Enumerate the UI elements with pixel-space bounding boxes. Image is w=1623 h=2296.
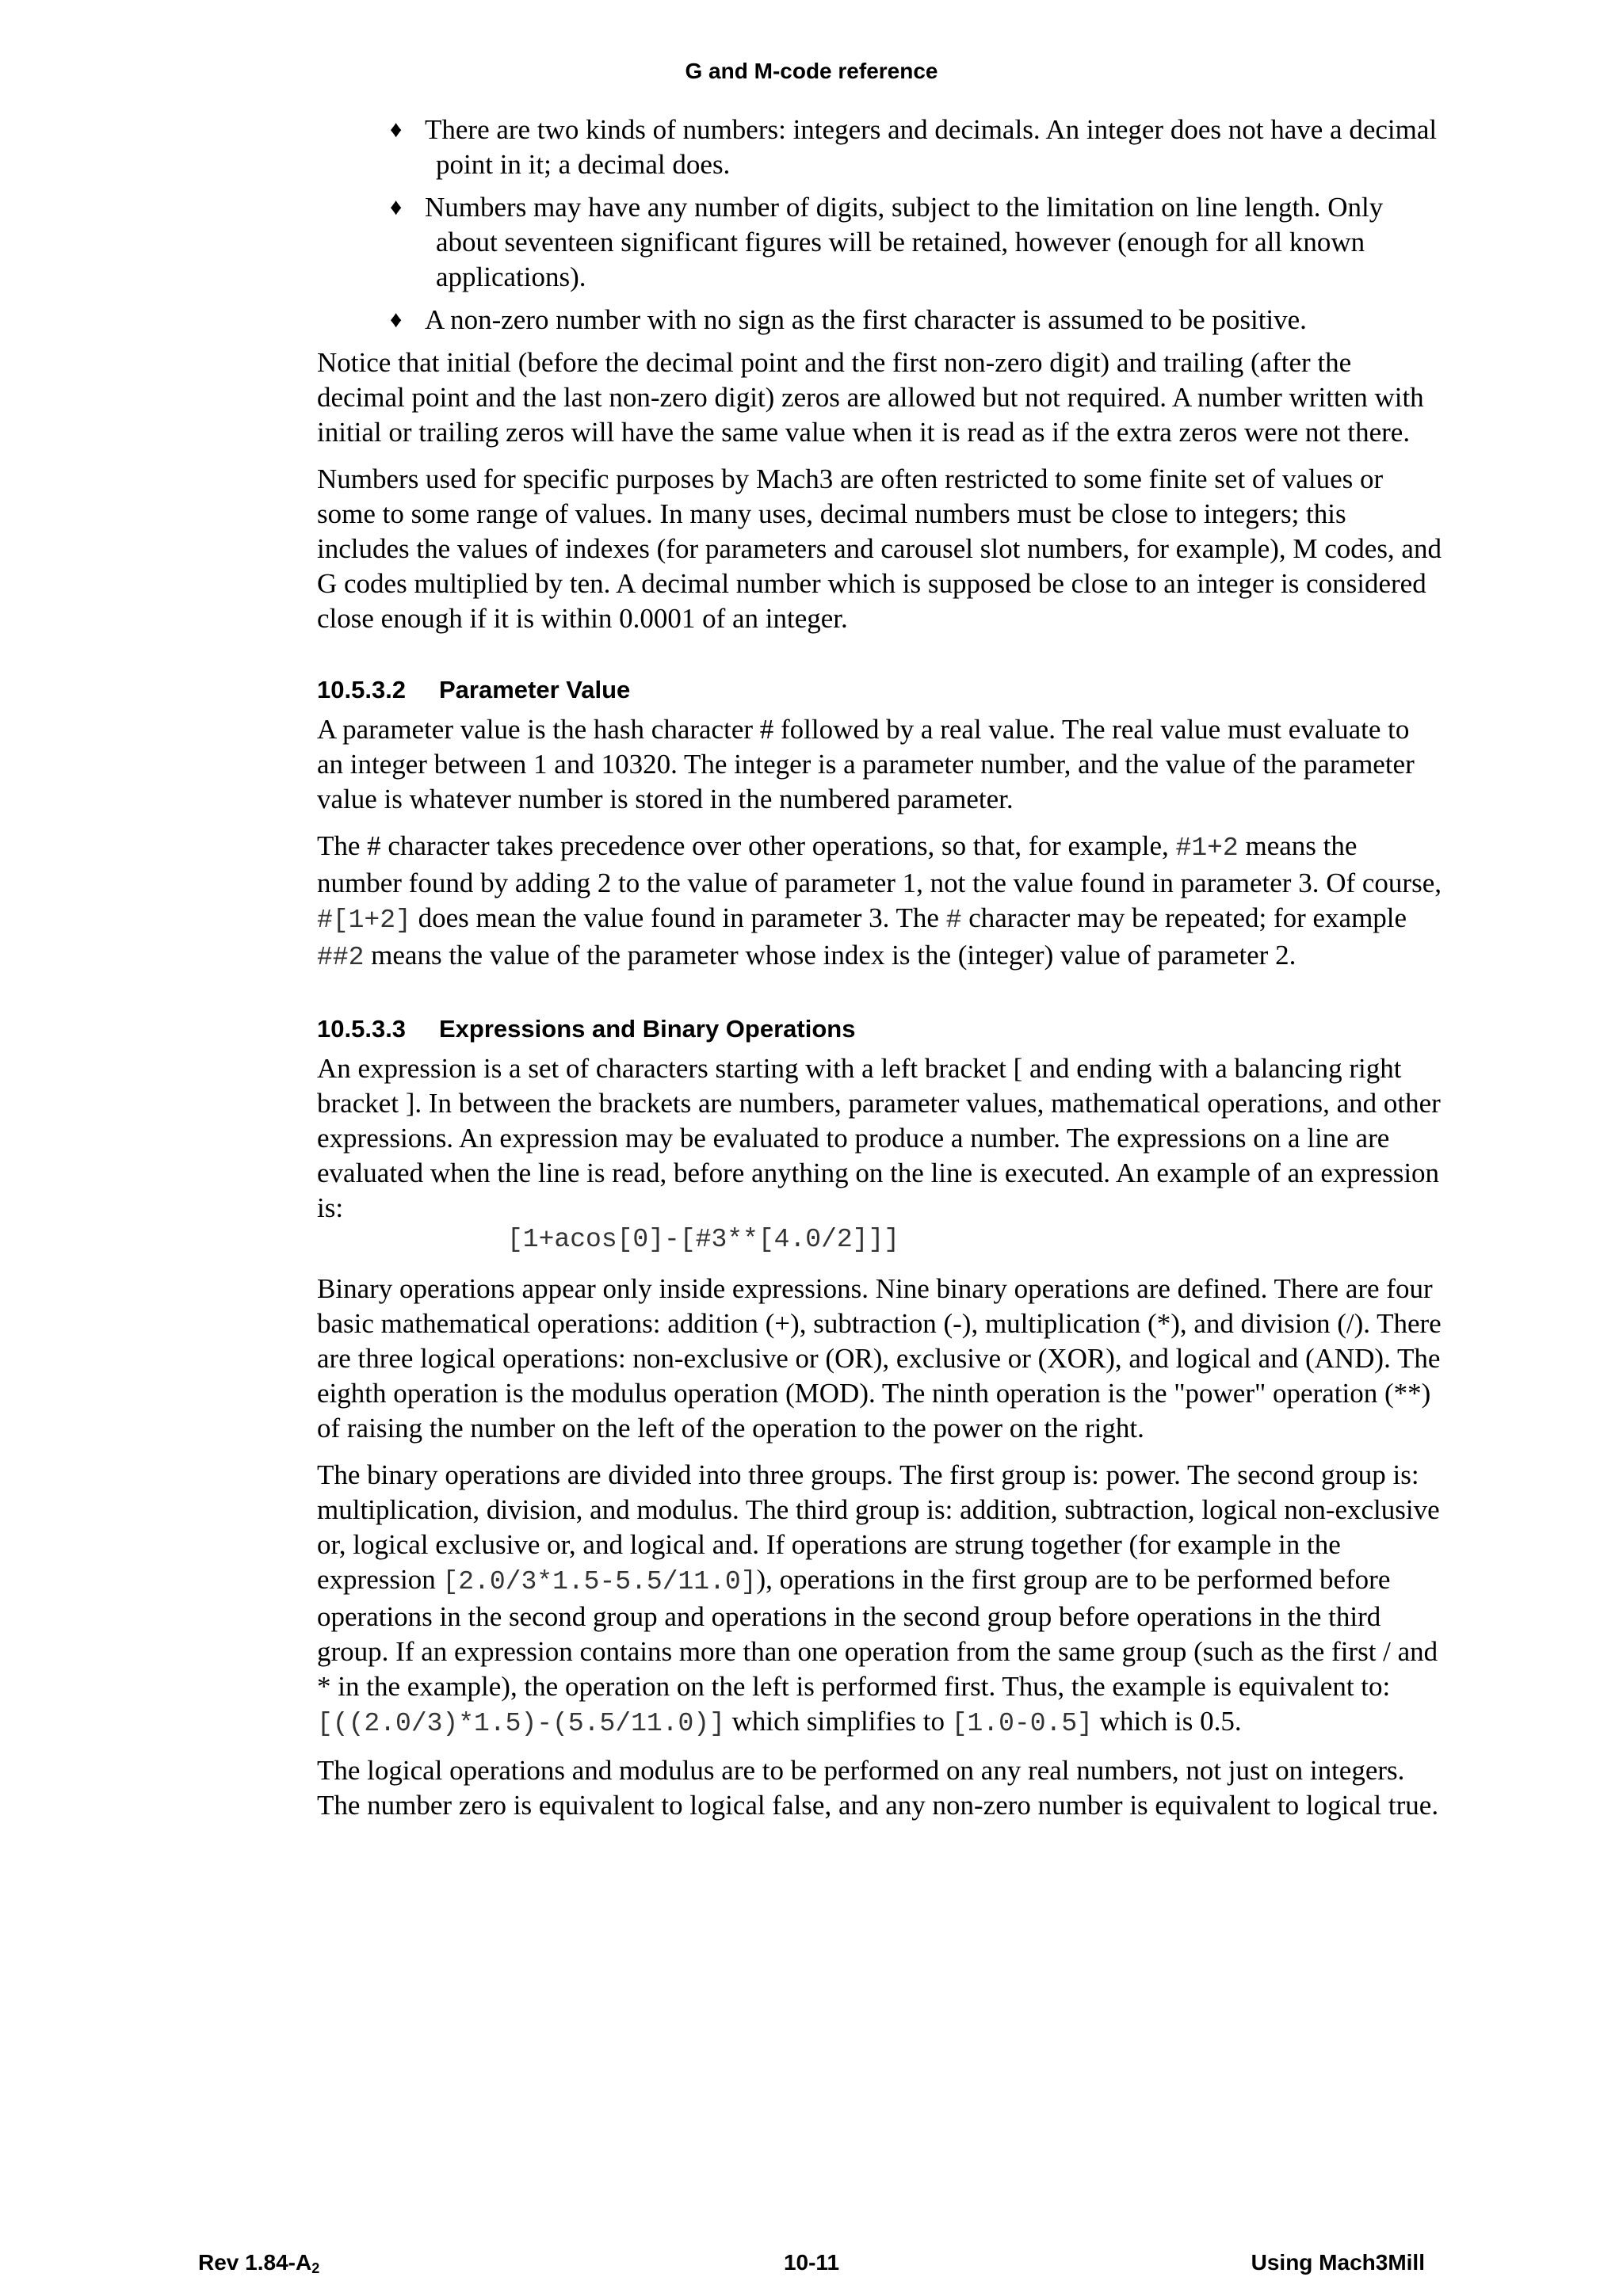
paragraph-expression-definition: An expression is a set of characters starting with a left bracket [ and ending with a balancing right bracket ]. In between the brackets are numbers, parameter values, mathematical operations, and other expressions. An expression may be evaluated to produce a number. The expressions on a line are evaluated when the line is read, before anything on the line is executed. An example of an expression is:	[317, 1053, 1441, 1223]
footer-document-title: Using Mach3Mill	[1251, 2250, 1425, 2275]
inline-code: ##2	[317, 943, 365, 972]
list-item	[317, 113, 1442, 182]
diamond-bullet-icon: ♦	[390, 116, 403, 143]
text-run: means the number found by adding 2 to the value of parameter 1, not the value found in parameter 3. Of course,	[317, 830, 1442, 898]
section-number: 10.5.3.2	[317, 676, 407, 704]
inline-code: #[1+2]	[317, 906, 411, 935]
text-run: character may be repeated; for example	[961, 902, 1407, 933]
section-title: Expressions and Binary Operations	[439, 1015, 856, 1043]
section-number: 10.5.3.3	[317, 1015, 407, 1043]
text-run: ), operations in the first group are to be performed before operations in the second group and operations in the second group before operations in the third group. If an expression contains more than one operation from the same group (such as the first / and * in the example), the operation on the left is performed first. Thus, the example is equivalent to:	[317, 1564, 1438, 1702]
revision-text: Rev 1.84-A	[198, 2250, 312, 2275]
text-run: which simplifies to	[724, 1706, 952, 1737]
text-run: which is 0.5.	[1092, 1706, 1242, 1737]
page-body	[317, 113, 1442, 1835]
section-title: Parameter Value	[439, 676, 631, 704]
paragraph-logical-operations: The logical operations and modulus are to be performed on any real numbers, not just on integers. The number zero is equivalent to logical false, and any non-zero number is equivalent to logical true.	[317, 1755, 1439, 1821]
list-item	[317, 303, 1442, 338]
paragraph-binary-operations: Binary operations appear only inside expressions. Nine binary operations are defined. There are four basic mathematical operations: addition (+), subtraction (-), multiplication (*), and division (/). There are three logical operations: non-exclusive or (OR), exclusive or (XOR), and logical and (AND). The eighth operation is the modulus operation (MOD). The ninth operation is the "power" operation (**) of raising the number on the left of the operation to the power on the right.	[317, 1273, 1442, 1444]
bullet-list	[317, 113, 1442, 338]
text-run: The # character takes precedence over other operations, so that, for example,	[317, 830, 1176, 861]
inline-code: #	[945, 906, 962, 935]
list-item-text: A non-zero number with no sign as the first character is assumed to be positive.	[425, 304, 1307, 335]
text-run: does mean the value found in parameter 3. The	[411, 902, 946, 933]
text-run: means the value of the parameter whose index is the (integer) value of parameter 2.	[364, 940, 1296, 971]
inline-code: [2.0/3*1.5-5.5/11.0]	[442, 1567, 757, 1596]
inline-code: [1.0-0.5]	[951, 1709, 1093, 1738]
section-heading-parameter-value	[317, 673, 1442, 707]
paragraph-hash-precedence	[317, 829, 1442, 975]
paragraph-number-purposes: Numbers used for specific purposes by Mach3 are often restricted to some finite set of values or some to some range of values. In many uses, decimal numbers must be close to integers; this includes the values of indexes (for parameters and carousel slot numbers, for example), M codes, and G codes multiplied by ten. A decimal number which is supposed be close to an integer is considered close enough if it is within 0.0001 of an integer.	[317, 463, 1442, 634]
list-item-text: There are two kinds of numbers: integers and decimals. An integer does not have a decimal point in it; a decimal does.	[425, 114, 1438, 180]
diamond-bullet-icon: ♦	[390, 194, 403, 220]
inline-code: [((2.0/3)*1.5)-(5.5/11.0)]	[317, 1709, 725, 1738]
section-heading-expressions	[317, 1012, 1442, 1047]
paragraph-operation-groups	[317, 1458, 1442, 1741]
inline-code: #1+2	[1175, 833, 1239, 863]
running-header: G and M-code reference	[685, 59, 938, 83]
list-item	[317, 190, 1442, 295]
text-run: The binary operations are divided into three groups. The first group is: power. The second group is: multiplication, division, and modulus. The third group is: addition, subtraction, logical non-exclusive or, logical exclusive or, and logical and. If operations are strung together (for example in the expression	[317, 1459, 1440, 1595]
paragraph-leading-trailing-zeros: Notice that initial (before the decimal point and the first non-zero digit) and trailing (after the decimal point and the last non-zero digit) zeros are allowed but not required. A number written with initial or trailing zeros will have the same value when it is read as if the extra zeros were not there.	[317, 347, 1424, 448]
list-item-text: Numbers may have any number of digits, subject to the limitation on line length. Only about seventeen significant figures will be retained, however (enough for all known applications).	[425, 192, 1384, 292]
diamond-bullet-icon: ♦	[390, 307, 403, 333]
paragraph-parameter-definition: A parameter value is the hash character # followed by a real value. The real value must evaluate to an integer between 1 and 10320. The integer is a parameter number, and the value of the parameter value is whatever number is stored in the numbered parameter.	[317, 714, 1415, 814]
page-number: 10-11	[783, 2250, 840, 2275]
code-example: [1+acos[0]-[#3**[4.0/2]]]	[507, 1225, 900, 1254]
revision-subscript: 2	[311, 2260, 320, 2276]
